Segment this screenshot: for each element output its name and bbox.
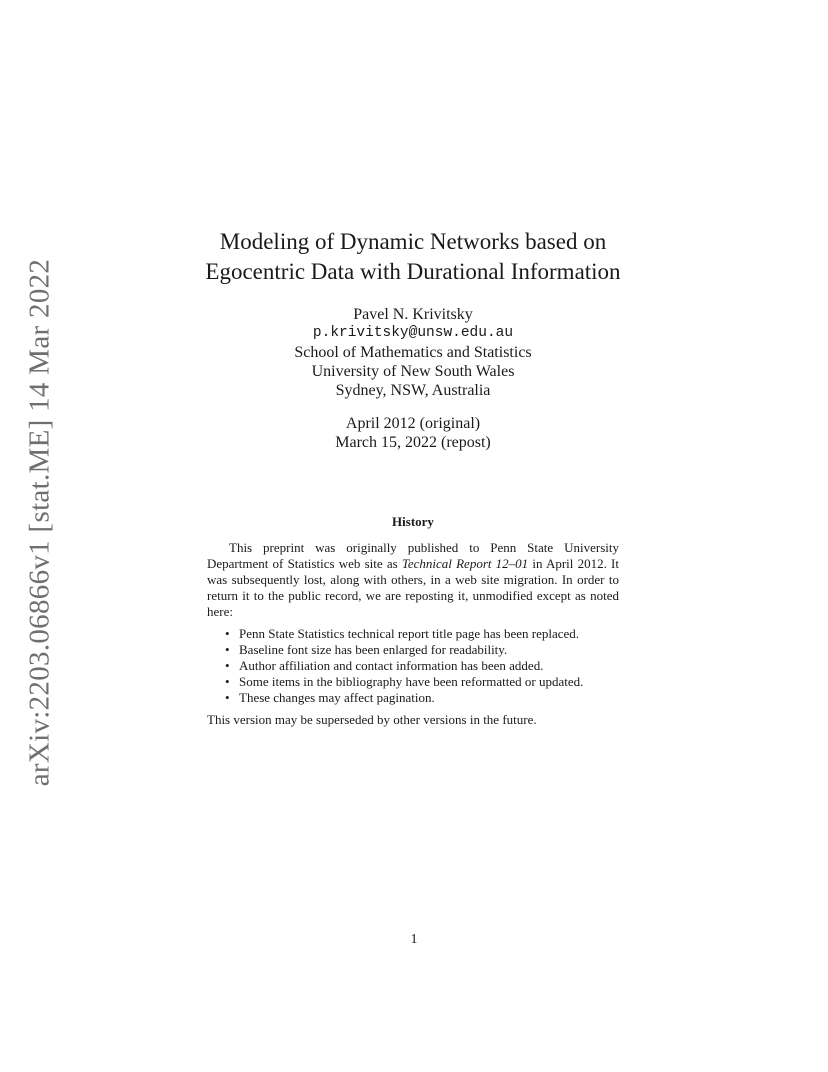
date-repost: March 15, 2022 (repost) [335,434,491,451]
author-university: University of New South Wales [311,363,515,380]
paper-title [170,227,656,287]
arxiv-sidebar [16,258,64,787]
list-item-text: Some items in the bibliography have been reformatted or updated. [239,674,584,689]
list-item-text: Author affiliation and contact information has been added. [239,658,544,673]
list-item [225,690,619,706]
title-line-2: Egocentric Data with Durational Information [205,259,621,284]
bullet-icon: • [225,658,230,673]
history-heading: History [392,514,434,529]
title-block [170,227,656,287]
author-name: Pavel N. Krivitsky [353,306,473,323]
list-item [225,674,619,690]
bullet-icon: • [225,642,230,657]
bullet-icon: • [225,674,230,689]
technical-report-reference: Technical Report 12–01 [401,556,529,571]
author-block [170,305,656,400]
list-item [225,626,619,642]
list-item-text: Baseline font size has been enlarged for readability. [239,642,508,657]
author-department: School of Mathematics and Statistics [294,344,532,361]
history-intro-after: in April 2012. It was subsequently lost, along with others, in a web site migration. In order to return it to the public record, we are reposting it, unmodified except as noted here: [207,556,619,619]
arxiv-identifier: arXiv:2203.06866v1 [stat.ME] 14 Mar 2022 [23,258,56,787]
date-original: April 2012 (original) [345,415,481,432]
author-location: Sydney, NSW, Australia [335,382,491,399]
list-item-text: Penn State Statistics technical report title page has been replaced. [239,626,580,641]
bullet-icon: • [225,626,230,641]
author-email[interactable]: p.krivitsky@unsw.edu.au [312,325,514,341]
page-number: 1 [410,932,418,947]
bullet-icon: • [225,690,230,705]
history-change-list [207,626,619,706]
history-section [207,514,619,728]
history-closing: This version may be superseded by other versions in the future. [207,712,537,727]
list-item-text: These changes may affect pagination. [239,690,435,705]
title-line-1: Modeling of Dynamic Networks based on [219,229,607,254]
list-item [225,658,619,674]
list-item [225,642,619,658]
history-intro-before: This preprint was originally published to Penn State University Department of Statistics web site as [207,540,619,571]
history-intro [207,540,619,620]
date-block [170,414,656,452]
